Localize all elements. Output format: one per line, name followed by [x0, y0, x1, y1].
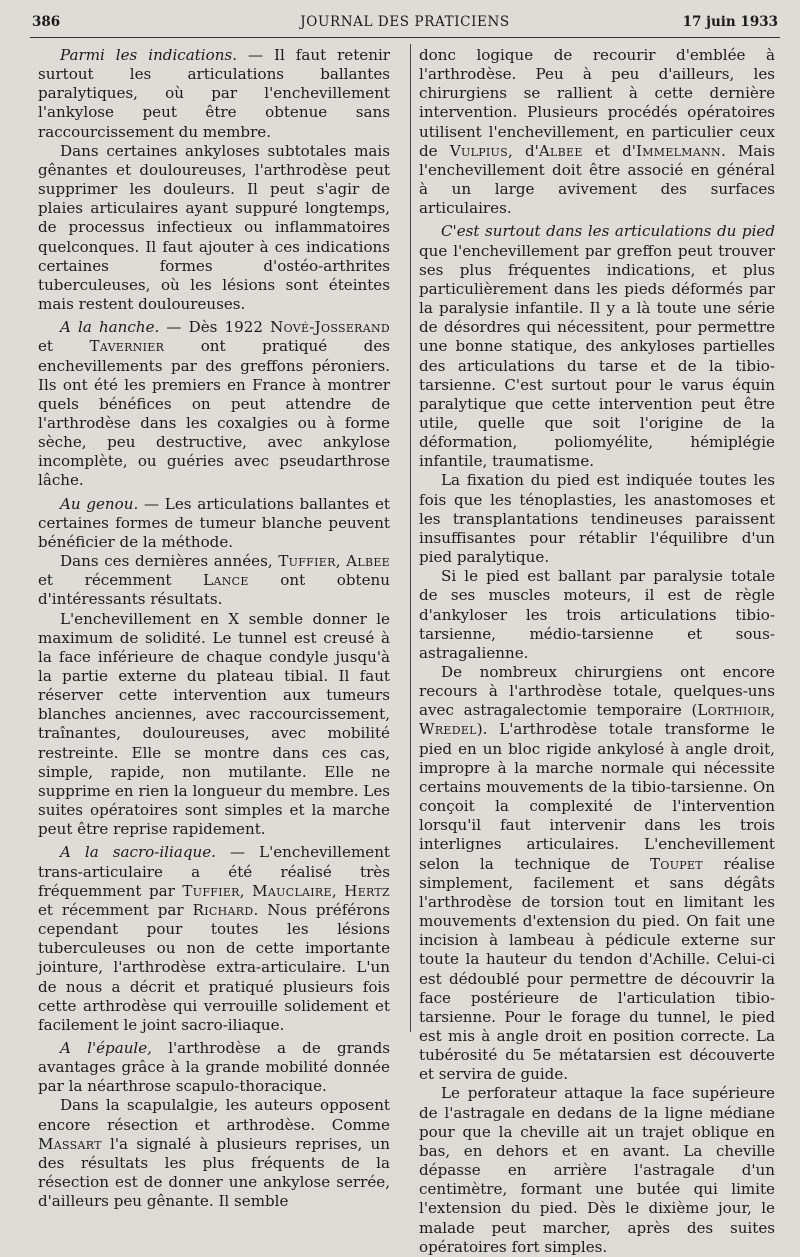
author-name: Massart	[38, 1134, 102, 1153]
paragraph: Le perforateur attaque la face supérieure de l'astragale en dedans de la ligne médiane pour que la cheville ait un trajet oblique en bas, en dehors et en avant. La cheville dépasse en arrière l'astragale d'un centimètre, formant une butée qui limite l'extension du pied. Dès le dixième jour, le malade peut marcher, après des suites opératoires fort simples.	[419, 1084, 775, 1256]
author-name: Nové-Josserand	[270, 318, 391, 337]
paragraph: La fixation du pied est indiquée toutes les fois que les ténoplasties, les anastomoses et les transplantations tendineuses paraissent insuffisantes pour rétablir l'équilibre d'un pied paralytique.	[419, 471, 775, 567]
section-lead: C'est surtout dans les articulations du pied	[441, 222, 775, 241]
paragraph: Dans ces dernières années, Tuffier, Albee et récemment Lance ont obtenu d'intéressants résultats.	[38, 552, 390, 609]
paragraph-continued: donc logique de recourir d'emblée à l'arthrodèse. Peu à peu d'ailleurs, les chirurgiens se rallient à cette dernière intervention. Plusieurs procédés opératoires utilisent l'enchevillement, en particulier ceux de Vulpius, d'Albee et d'Immelmann. Mais l'enchevillement doit être associé en général à un large avivement des surfaces articulaires.	[419, 46, 775, 218]
author-name: Albee	[346, 552, 390, 571]
section-lead: A l'épaule,	[60, 1038, 152, 1057]
author-name: Lance	[203, 571, 249, 590]
paragraph-epaule: A l'épaule, l'arthrodèse a de grands avantages grâce à la grande mobilité donnée par la néarthrose scapulo-thoracique.	[38, 1038, 390, 1096]
author-name: Tuffier	[278, 552, 336, 571]
paragraph-indications: Parmi les indications. — Il faut retenir surtout les articulations ballantes paralytiques, où par l'enchevillement l'ankylose peut être obtenue sans raccourcissement du membre.	[38, 46, 391, 141]
column-divider	[410, 44, 411, 1032]
journal-title: JOURNAL DES PRATICIENS	[300, 14, 510, 30]
author-name: Mauclaire	[252, 881, 332, 900]
paragraph: Dans la scapulalgie, les auteurs opposent encore résection et arthrodèse. Comme Massart l'a signalé à plusieurs reprises, un des résultats les plus fréquents de la résection est de donner une ankylose serrée, d'ailleurs peu gênante. Il semble	[38, 1096, 390, 1211]
right-column	[419, 46, 775, 1257]
author-name: Wredel	[419, 720, 477, 739]
header-rule	[30, 37, 780, 38]
author-name: Tuffier	[182, 881, 240, 900]
left-column	[38, 46, 390, 1211]
page-header	[32, 12, 778, 36]
paragraph: L'enchevillement en X semble donner le maximum de solidité. Le tunnel est creusé à la face inférieure de chaque condyle jusqu'à la partie externe du plateau tibial. Il faut réserver cette intervention aux tumeurs blanches anciennes, avec raccourcissement, traînantes, douloureuses, avec mobilité restreinte. Elle se montre dans ces cas, simple, rapide, non mutilante. Elle ne supprime en rien la longueur du membre. Les suites opératoires sont simples et la marche peut être reprise rapidement.	[38, 609, 390, 839]
author-name: Albee	[538, 141, 583, 160]
paragraph-genou: Au genou. — Les articulations ballantes et certaines formes de tumeur blanche peuvent bénéficier de la méthode.	[38, 494, 390, 551]
author-name: Hertz	[344, 881, 390, 900]
paragraph: Dans certaines ankyloses subtotales mais gênantes et douloureuses, l'arthrodèse peut supprimer les douleurs. Il peut s'agir de plaies articulaires ayant suppuré longtemps, de processus infectieux ou inflammatoires quelconques. Il faut ajouter à ces indications certaines formes d'ostéo-arthrites tuberculeuses, où les lésions sont éteintes mais restent douloureuses.	[38, 141, 390, 314]
section-lead: Au genou.	[60, 494, 139, 513]
section-lead: Parmi les indications.	[60, 46, 237, 64]
page-number: 386	[32, 14, 61, 30]
author-name: Richard	[192, 900, 254, 919]
author-name: Toupet	[650, 854, 703, 873]
paragraph-pied: C'est surtout dans les articulations du pied que l'enchevillement par greffon peut trouver ses plus fréquentes indications, et plus particulièrement dans les pieds déformés par la paralysie infantile. Il y a là toute une série de désordres qui nécessitent, pour permettre une bonne statique, des ankyloses partielles des articulations du tarse et de la tibio-tarsienne. C'est surtout pour le varus équin paralytique que cette intervention peut être utile, quelle que soit l'origine de la déformation, poliomyélite, hémiplégie infantile, traumatisme.	[419, 222, 775, 471]
issue-date: 17 juin 1933	[682, 14, 778, 30]
paragraph-hanche: A la hanche. — Dès 1922 Nové-Josserand et Tavernier ont pratiqué des enchevillements par des greffons péroniers. Ils ont été les premiers en France à montrer quels bénéfices on peut attendre de l'arthrodèse dans les coxalgies ou à forme sèche, peu destructive, avec ankylose incomplète, ou guéries avec pseudarthrose lâche.	[38, 318, 391, 490]
section-lead: A la hanche.	[60, 318, 160, 337]
author-name: Lorthioir	[697, 701, 771, 720]
author-name: Immelmann	[635, 141, 721, 160]
paragraph: De nombreux chirurgiens ont encore recours à l'arthrodèse totale, quelques-uns avec astragalectomie temporaire (Lorthioir, Wredel). L'arthrodèse totale transforme le pied en un bloc rigide ankylosé à angle droit, impropre à la marche normale qui nécessite certains mouvements de la tibio-tarsienne. On conçoit la complexité de l'intervention lorsqu'il faut intervenir dans les trois interlignes articulaires. L'enchevillement selon la technique de Toupet réalise simplement, facilement et sans dégâts l'arthrodèse de torsion tout en limitant les mouvements d'extension du pied. On fait une incision à lambeau à pédicule externe sur toute la hauteur du tendon d'Achille. Celui-ci est dédoublé pour permettre de découvrir la face postérieure de l'articulation tibio-tarsienne. Pour le forage du tunnel, le pied est mis à angle droit en position correcte. La tubérosité du 5e métatarsien est découverte et servira de guide.	[419, 663, 775, 1084]
author-name: Vulpius	[449, 141, 508, 160]
paragraph: Si le pied est ballant par paralysie totale de ses muscles moteurs, il est de règle d'ankyloser les trois articulations tibio-tarsienne, médio-tarsienne et sous-astragalienne.	[419, 567, 775, 662]
paragraph-sacro-iliaque: A la sacro-iliaque. — L'enchevillement trans-articulaire a été réalisé très fréquemment par Tuffier, Mauclaire, Hertz et récemment par Richard. Nous préférons cependant pour toutes les lésions tuberculeuses ou non de cette importante jointure, l'arthrodèse extra-articulaire. L'un de nous a décrit et pratiqué plusieurs fois cette arthrodèse qui verrouille solidement et facilement le joint sacro-iliaque.	[38, 843, 390, 1034]
author-name: Tavernier	[89, 337, 165, 356]
section-lead: A la sacro-iliaque.	[60, 843, 216, 862]
